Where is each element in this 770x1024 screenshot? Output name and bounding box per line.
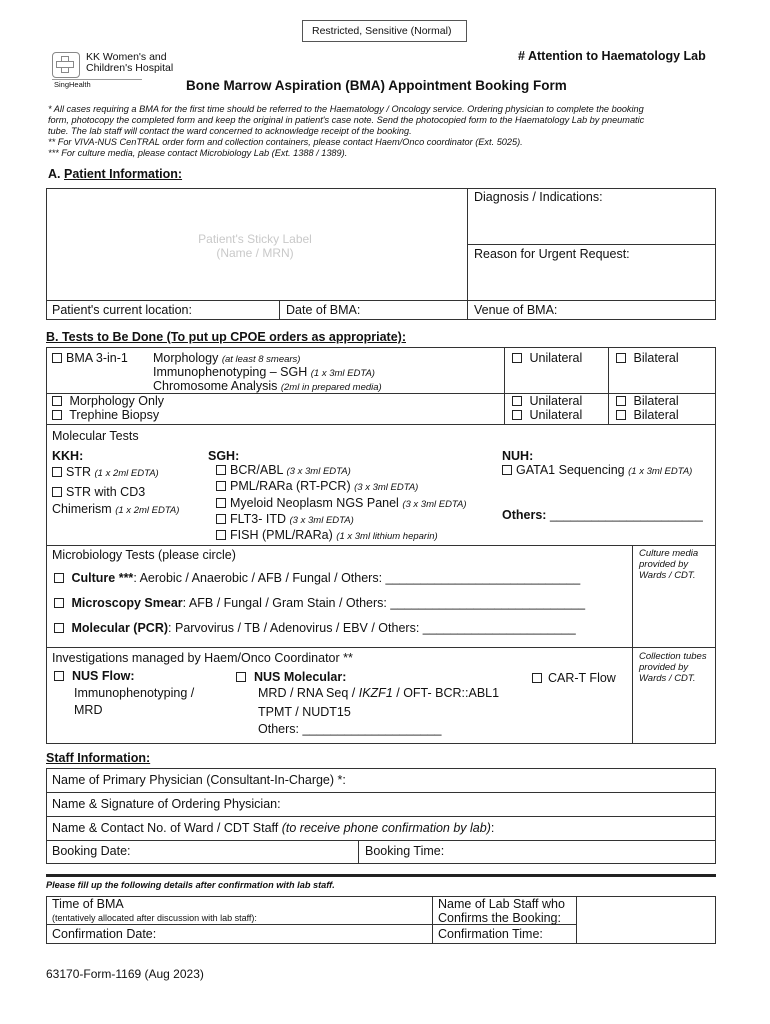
- note-line: form, photocopy the completed form and keep the original in patient's case note. Send the photocopied form to the Haematology Lab by pneumatic: [48, 115, 645, 125]
- sticky-label-title: Patient's Sticky Label: [198, 232, 312, 246]
- nus-mol-line3: TPMT / NUDT15: [258, 705, 351, 719]
- logo-line1: KK Women's and: [86, 51, 167, 63]
- hospital-logo: [50, 50, 180, 92]
- nus-mol-checkbox[interactable]: NUS Molecular:: [236, 670, 346, 684]
- logo-line3: SingHealth: [54, 80, 91, 89]
- morph-only-checkbox[interactable]: Morphology Only: [52, 394, 164, 408]
- chimerism-item: Chimerism (1 x 2ml EDTA): [52, 502, 180, 516]
- diagnosis-label[interactable]: Diagnosis / Indications:: [474, 190, 603, 204]
- note-line: * All cases requiring a BMA for the first time should be referred to the Haematology / Oncology service. Ordering physician to complete the booking: [48, 104, 644, 114]
- form-number: 63170-Form-1169 (Aug 2023): [46, 967, 204, 981]
- attention-text: # Attention to Haematology Lab: [518, 49, 706, 63]
- morph-unilateral-checkbox[interactable]: Unilateral: [512, 394, 582, 408]
- culture-checkbox[interactable]: Culture ***: Aerobic / Anaerobic / AFB / Fungal / Others: ____________________________: [54, 571, 580, 585]
- lab-instruction: Please fill up the following details after confirmation with lab staff.: [46, 880, 335, 890]
- cart-checkbox[interactable]: CAR-T Flow: [532, 671, 616, 685]
- location-label[interactable]: Patient's current location:: [52, 303, 192, 317]
- sticky-label-sub: (Name / MRN): [216, 246, 294, 260]
- nus-mol-others-field[interactable]: Others: ____________________: [258, 722, 442, 736]
- flt3-checkbox[interactable]: FLT3- ITD (3 x 3ml EDTA): [216, 512, 354, 528]
- morph-bilateral-checkbox[interactable]: Bilateral: [616, 394, 679, 408]
- nus-flow-line2: Immunophenotyping /: [74, 686, 195, 700]
- classification-text: Restricted, Sensitive (Normal): [312, 25, 452, 37]
- confirm-date-field[interactable]: Confirmation Date:: [52, 927, 157, 941]
- booking-date-field[interactable]: Booking Date:: [52, 844, 131, 858]
- logo-line2: Children's Hospital: [86, 62, 174, 74]
- culture-side-note: Culture media provided by Wards / CDT.: [639, 548, 699, 581]
- note-line: *** For culture media, please contact Microbiology Lab (Ext. 1388 / 1389).: [48, 148, 348, 158]
- nuh-others-field[interactable]: Others: ______________________: [502, 508, 703, 522]
- thick-divider: [46, 874, 716, 877]
- smear-checkbox[interactable]: Microscopy Smear: AFB / Fungal / Gram Stain / Others: ____________________________: [54, 596, 585, 610]
- trephine-unilateral-checkbox[interactable]: Unilateral: [512, 408, 582, 422]
- nus-mol-line2: MRD / RNA Seq / IKZF1 / OFT- BCR::ABL1: [258, 686, 500, 700]
- ward-staff-field[interactable]: Name & Contact No. of Ward / CDT Staff (to receive phone confirmation by lab):: [52, 821, 495, 835]
- nuh-label: NUH:: [502, 449, 534, 463]
- micro-title: Microbiology Tests (please circle): [52, 548, 236, 562]
- form-title: Bone Marrow Aspiration (BMA) Appointment Booking Form: [186, 78, 567, 93]
- pml-checkbox[interactable]: PML/RARa (RT-PCR) (3 x 3ml EDTA): [216, 479, 418, 495]
- collection-side-note: Collection tubes provided by Wards / CDT.: [639, 651, 707, 684]
- section-b-title: B. Tests to Be Done (To put up CPOE orders as appropriate):: [46, 330, 406, 344]
- section-a-title: Patient Information:: [64, 167, 183, 181]
- section-a-prefix: A.: [48, 167, 61, 181]
- reason-label[interactable]: Reason for Urgent Request:: [474, 247, 630, 261]
- chromosome-item: Chromosome Analysis (2ml in prepared media): [153, 379, 382, 393]
- trephine-checkbox[interactable]: Trephine Biopsy: [52, 408, 159, 422]
- sgh-label: SGH:: [208, 449, 240, 463]
- bcr-checkbox[interactable]: BCR/ABL (3 x 3ml EDTA): [216, 463, 351, 479]
- nus-flow-line3: MRD: [74, 703, 103, 717]
- date-bma-label[interactable]: Date of BMA:: [286, 303, 361, 317]
- myeloid-checkbox[interactable]: Myeloid Neoplasm NGS Panel (3 x 3ml EDTA): [216, 496, 467, 512]
- ordering-physician-field[interactable]: Name & Signature of Ordering Physician:: [52, 797, 281, 811]
- lab-staff-line2[interactable]: Confirms the Booking:: [438, 911, 561, 925]
- molecular-tests-label: Molecular Tests: [52, 429, 139, 443]
- trephine-bilateral-checkbox[interactable]: Bilateral: [616, 408, 679, 422]
- bma3-bilateral-checkbox[interactable]: Bilateral: [616, 351, 679, 365]
- bma3-checkbox[interactable]: BMA 3-in-1: [52, 351, 128, 365]
- lab-staff-line1: Name of Lab Staff who: [438, 897, 565, 911]
- immuno-item: Immunophenotyping – SGH (1 x 3ml EDTA): [153, 365, 375, 379]
- staff-title: Staff Information:: [46, 751, 151, 765]
- inv-title: Investigations managed by Haem/Onco Coordinator **: [52, 651, 353, 665]
- str-cd3-checkbox[interactable]: STR with CD3: [52, 485, 145, 499]
- venue-label[interactable]: Venue of BMA:: [474, 303, 558, 317]
- bma3-unilateral-checkbox[interactable]: Unilateral: [512, 351, 582, 365]
- booking-time-field[interactable]: Booking Time:: [365, 844, 445, 858]
- kkh-label: KKH:: [52, 449, 84, 463]
- fish-checkbox[interactable]: FISH (PML/RARa) (1 x 3ml lithium heparin): [216, 528, 438, 544]
- time-bma-note: (tentatively allocated after discussion with lab staff):: [52, 913, 257, 923]
- note-line: tube. The lab staff will contact the ward concerned to acknowledge receipt of the booking.: [48, 126, 412, 136]
- morphology-item: Morphology (at least 8 smears): [153, 351, 301, 365]
- time-bma-field[interactable]: Time of BMA: [52, 897, 124, 911]
- nus-flow-checkbox[interactable]: NUS Flow:: [54, 669, 135, 683]
- pcr-checkbox[interactable]: Molecular (PCR): Parvovirus / TB / Adenovirus / EBV / Others: ______________________: [54, 621, 576, 635]
- hospital-cross-logo-icon: [52, 52, 80, 78]
- note-line: ** For VIVA-NUS CenTRAL order form and collection containers, please contact Haem/Onco coordinator (Ext. 5025).: [48, 137, 523, 147]
- gata1-checkbox[interactable]: GATA1 Sequencing (1 x 3ml EDTA): [502, 463, 692, 479]
- confirm-time-field[interactable]: Confirmation Time:: [438, 927, 543, 941]
- str-checkbox[interactable]: STR (1 x 2ml EDTA): [52, 465, 159, 481]
- primary-physician-field[interactable]: Name of Primary Physician (Consultant-In-Charge) *:: [52, 773, 346, 787]
